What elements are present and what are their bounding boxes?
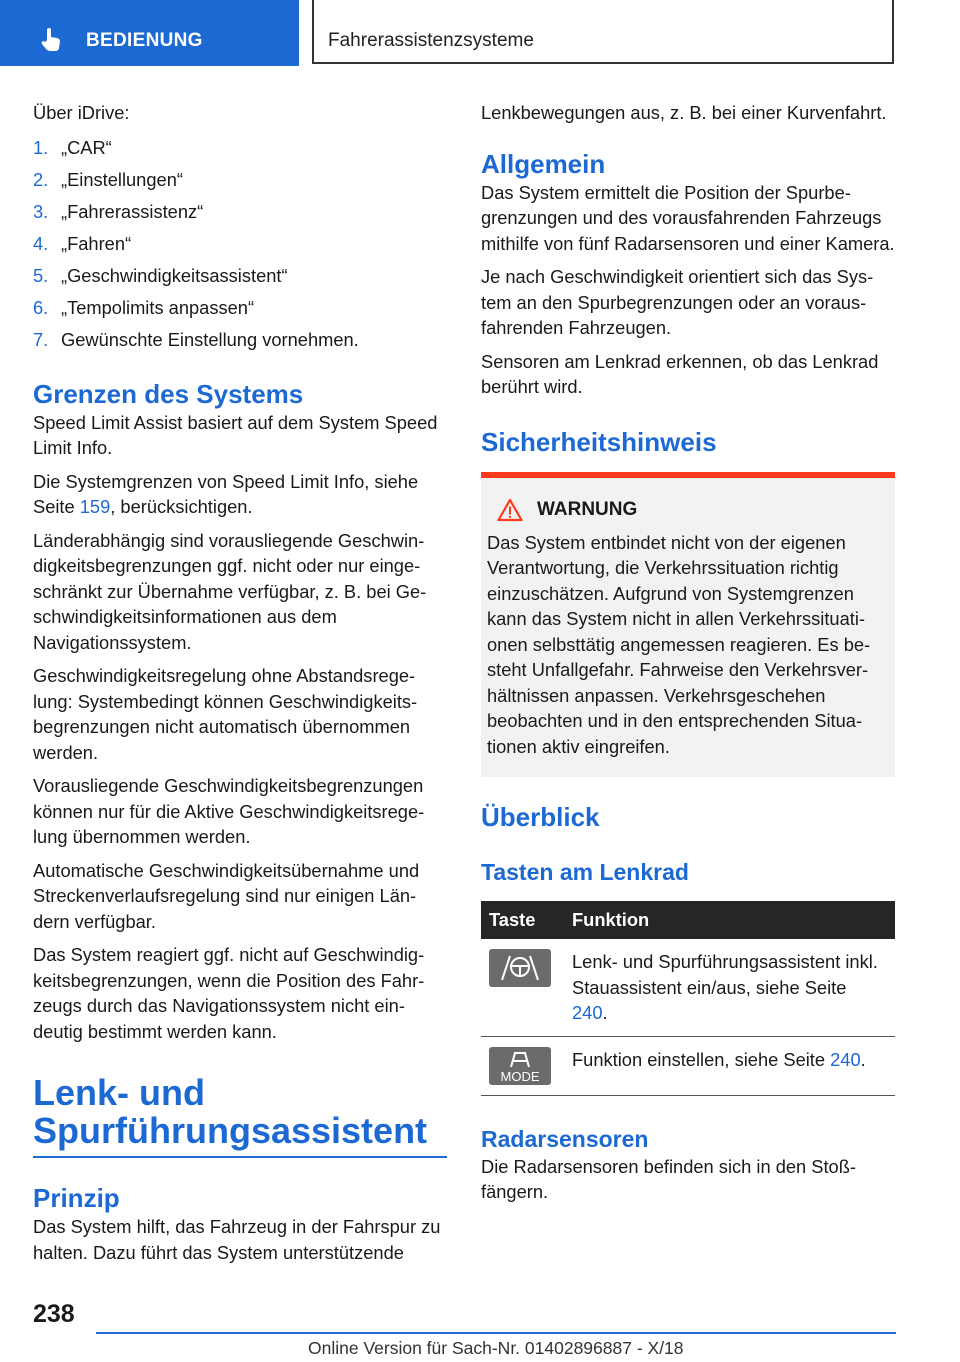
heading-radar: Radarsensoren (481, 1125, 649, 1152)
list-item: 3. „Fahrerassistenz“ (33, 200, 204, 222)
paragraph: Automatische Geschwindigkeitsübernahme und Streckenverlaufsregelung sind nur einigen Ländern verfügbar. (33, 859, 420, 932)
idrive-intro: Über iDrive: (33, 102, 130, 123)
hand-pointer-icon (38, 26, 66, 54)
paragraph: Vorausliegende Geschwindigkeitsbegrenzungen können nur für die Aktive Geschwindigkeitsregelung übernommen werden. (33, 775, 425, 847)
section-tab[interactable] (0, 0, 299, 66)
footer-version-text: Online Version für Sach-Nr. 01402896887 - X/18 (308, 1338, 684, 1358)
left-column (33, 100, 445, 1273)
heading-lenk-line1: Lenk- und (33, 1072, 205, 1113)
chapter-label: Fahrerassistenzsysteme (328, 30, 534, 51)
page-link[interactable]: 159 (79, 496, 111, 517)
table-row: MODE Funktion einstellen, siehe Seite 240. (481, 1036, 895, 1095)
warning-header (497, 498, 889, 522)
paragraph: Das System ermittelt die Position der Spurbegrenzungen und des vorausfahrenden Fahrzeugs mithilfe von fünf Radarsensoren und einer Kamera. (481, 181, 895, 254)
heading-tasten: Tasten am Lenkrad (481, 859, 689, 885)
warning-box (481, 472, 895, 778)
table-row: Lenk- und Spurführungsassistent inkl. Stauassistent ein/aus, siehe Seite 240. (481, 939, 895, 1036)
paragraph: Sensoren am Lenkrad erkennen, ob das Lenkrad berührt wird. (481, 350, 879, 397)
paragraph: Je nach Geschwindigkeit orientiert sich das System an den Spurbegrenzungen oder an vorausfahrenden Fahrzeugen. (481, 266, 874, 338)
heading-lenk-line2: Spurführungsassistent (33, 1110, 428, 1151)
warning-triangle-icon (497, 498, 523, 522)
paragraph: Das System reagiert ggf. nicht auf Geschwindigkeitsbegrenzungen, wenn die Position des Fahrzeugs durch das Navigationssystem nicht eindeutig bestimmt werden kann. (33, 944, 425, 1042)
column-header-taste: Taste (481, 901, 564, 939)
paragraph: Geschwindigkeitsregelung ohne Abstandsregelung: Systembedingt können Geschwindigkeitsbegrenzungen nicht automatisch übernommen werden. (33, 665, 418, 763)
list-item: 7. Gewünschte Einstellung vornehmen. (33, 328, 359, 350)
list-item: 5. „Geschwindigkeitsassistent“ (33, 264, 288, 286)
list-item: 1. „CAR“ (33, 136, 112, 158)
mode-key-label: MODE (500, 1068, 540, 1084)
page-number: 238 (33, 1300, 75, 1328)
heading-divider (33, 1156, 447, 1158)
column-header-funktion: Funktion (564, 901, 895, 939)
heading-lenk-block (33, 1074, 445, 1158)
lane-assist-button-icon (489, 949, 551, 987)
warning-label: WARNUNG (537, 498, 638, 520)
paragraph: Speed Limit Assist basiert auf dem System Speed Limit Info. (33, 411, 438, 458)
paragraph: Das System hilft, das Fahrzeug in der Fahrspur zu halten. Dazu führt das System unterstützende (33, 1216, 441, 1263)
table-header-row (481, 901, 895, 939)
heading-allgemein: Allgemein (481, 148, 606, 179)
heading-prinzip: Prinzip (33, 1183, 120, 1213)
page-link[interactable]: 240 (830, 1048, 861, 1070)
paragraph: Die Radarsensoren befinden sich in den Stoßfängern. (481, 1155, 856, 1202)
paragraph: Länderabhängig sind vorausliegende Geschwindigkeitsbegrenzungen ggf. nicht oder nur eingeschränkt zur Übernahme verfügbar, z. B. bei Geschwindigkeitsinformationen aus dem Navigationssystem. (33, 529, 427, 653)
list-item: 6. „Tempolimits anpassen“ (33, 296, 255, 318)
keys-table (481, 901, 895, 1096)
right-column (481, 100, 895, 1213)
idrive-steps (33, 132, 445, 356)
page-header (0, 0, 960, 66)
paragraph: Die Systemgrenzen von Speed Limit Info, siehe Seite 159, berücksichtigen. (33, 470, 419, 517)
chapter-tab[interactable] (312, 0, 894, 64)
list-item: 4. „Fahren“ (33, 232, 132, 254)
lane-assist-mode-button-icon (489, 1047, 551, 1085)
list-item: 2. „Einstellungen“ (33, 168, 183, 190)
section-label: BEDIENUNG (86, 30, 203, 51)
heading-grenzen: Grenzen des Systems (33, 378, 304, 409)
heading-ueberblick: Überblick (481, 802, 600, 832)
warning-text: Das System entbindet nicht von der eigenen Verantwortung, die Verkehrssituation richtig einzuschätzen. Aufgrund von Systemgrenzen kann das System nicht in allen Verkehrssituationen selbsttätig angemessen reagieren. Es besteht Unfallgefahr. Fahrweise den Verkehrsverhältnissen anpassen. Verkehrsgeschehen beobachten und in den entsprechenden Situationen aktiv eingreifen. (487, 531, 871, 757)
footer-divider (96, 1332, 896, 1334)
heading-sicherheit: Sicherheitshinweis (481, 426, 717, 457)
paragraph: Lenkbewegungen aus, z. B. bei einer Kurvenfahrt. (481, 102, 887, 123)
page-link[interactable]: 240 (572, 1002, 603, 1023)
